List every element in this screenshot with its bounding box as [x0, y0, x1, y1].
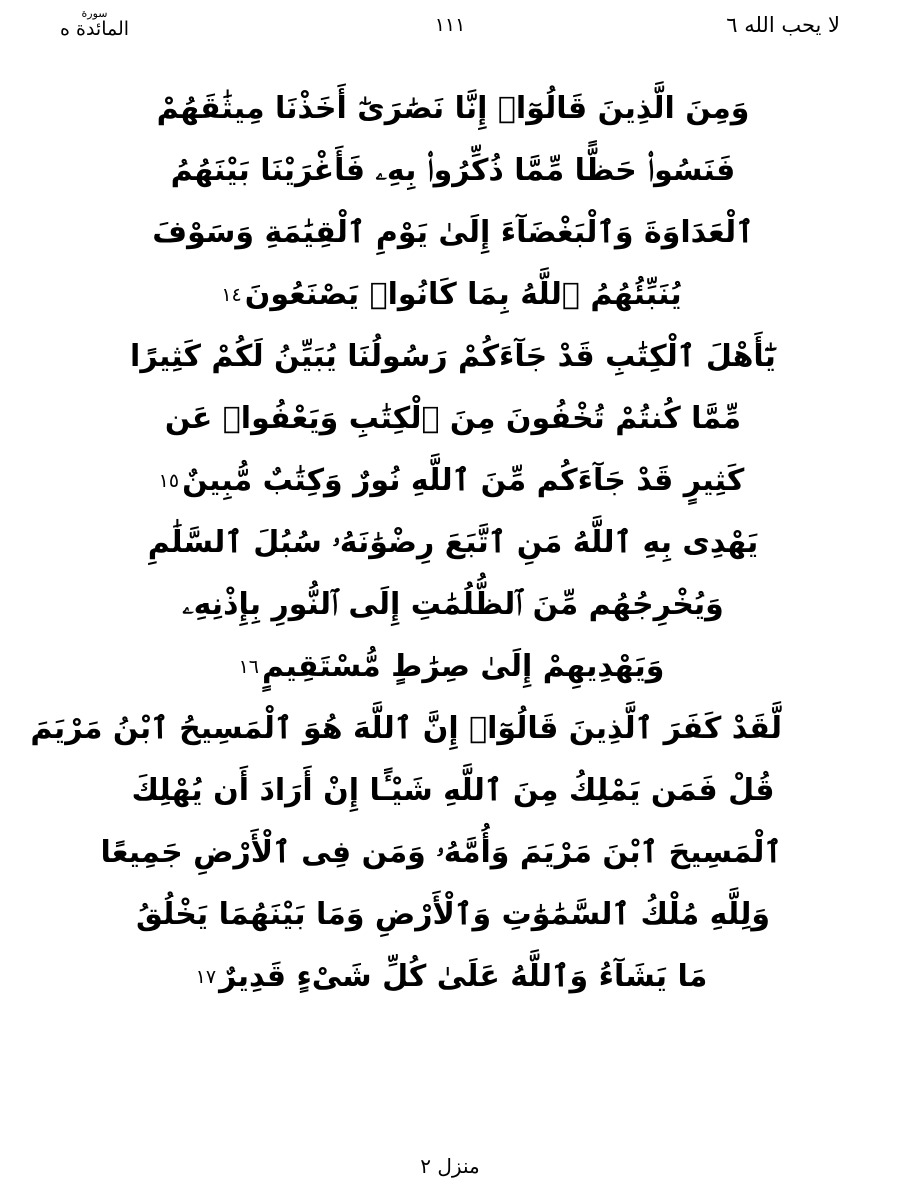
ayah-line	[30, 698, 782, 760]
ayah-line-text: وَيُخْرِجُهُم مِّنَ ٱلظُّلُمَٰتِ إِلَى ٱلنُّورِ بِإِذْنِهِۦ	[182, 587, 724, 622]
ayah-line	[118, 512, 782, 574]
ayah-number-marker: ١٧	[195, 966, 217, 988]
ayah-line-text: وَيَهْدِيهِمْ إِلَىٰ صِرَٰطٍ مُّسْتَقِيمٍ	[262, 649, 665, 684]
ayah-line-text: كَثِيرٍ قَدْ جَآءَكُم مِّنَ ٱللَّهِ نُورٌ وَكِتَٰبٌ مُّبِينٌ	[182, 463, 745, 498]
ayah-line-text: مَا يَشَآءُ وَٱللَّهُ عَلَىٰ كُلِّ شَىْءٍ قَدِيرٌ	[219, 959, 708, 994]
ayah-line	[118, 884, 782, 946]
ayah-line	[118, 78, 782, 140]
quran-text-body	[30, 78, 782, 1090]
ayah-line	[118, 264, 782, 326]
page-footer	[0, 1154, 900, 1178]
ayah-line	[100, 822, 782, 884]
ayah-line	[118, 574, 782, 636]
ayah-line-text: يُنَبِّئُهُمُ ٱللَّهُ بِمَا كَانُوا۟ يَصْنَعُونَ	[244, 277, 682, 312]
ayah-line	[118, 636, 782, 698]
ayah-number-marker: ١٦	[238, 656, 259, 678]
ayah-line-text: وَلِلَّهِ مُلْكُ ٱلسَّمَٰوَٰتِ وَٱلْأَرْضِ وَمَا بَيْنَهُمَا يَخْلُقُ	[136, 897, 770, 932]
ayah-line-text: وَمِنَ الَّذِينَ قَالُوٓا۟ إِنَّا نَصَٰرَىٰٓ أَخَذْنَا مِيثَٰقَهُمْ	[156, 91, 750, 126]
ayah-line	[118, 760, 782, 822]
ayah-line	[118, 202, 782, 264]
ayah-line-text: لَّقَدْ كَفَرَ ٱلَّذِينَ قَالُوٓا۟ إِنَّ ٱللَّهَ هُوَ ٱلْمَسِيحُ ٱبْنُ مَرْيَمَ	[30, 711, 782, 746]
manzil-label: منزل ٢	[420, 1154, 480, 1178]
ayah-line-text: قُلْ فَمَن يَمْلِكُ مِنَ ٱللَّهِ شَيْـًٔا إِنْ أَرَادَ أَن يُهْلِكَ	[131, 773, 775, 808]
header-juz-label: لا يحب الله ٦	[726, 13, 840, 37]
surah-word-label: سورة	[81, 7, 108, 20]
surah-name-label: المائدة ه	[60, 18, 130, 40]
ayah-line-text: مِّمَّا كُنتُمْ تُخْفُونَ مِنَ ٱلْكِتَٰبِ وَيَعْفُوا۟ عَن	[164, 401, 742, 436]
ayah-number-marker: ١٥	[158, 470, 180, 492]
ayah-line	[118, 388, 782, 450]
page-header	[60, 8, 840, 52]
header-surah-block	[60, 8, 129, 39]
ayah-number-marker: ١٤	[221, 284, 242, 306]
ayah-line-text: يَٰٓأَهْلَ ٱلْكِتَٰبِ قَدْ جَآءَكُمْ رَسُولُنَا يُبَيِّنُ لَكُمْ كَثِيرًا	[130, 339, 776, 374]
ayah-line	[118, 326, 782, 388]
ayah-line-text: فَنَسُوا۟ حَظًّا مِّمَّا ذُكِّرُوا۟ بِهِۦ فَأَغْرَيْنَا بَيْنَهُمُ	[170, 153, 736, 188]
ayah-line	[118, 140, 782, 202]
ayah-line-text: ٱلْعَدَاوَةَ وَٱلْبَغْضَآءَ إِلَىٰ يَوْمِ ٱلْقِيَٰمَةِ وَسَوْفَ	[152, 215, 754, 250]
ayah-line-text: ٱلْمَسِيحَ ٱبْنَ مَرْيَمَ وَأُمَّهُۥ وَمَن فِى ٱلْأَرْضِ جَمِيعًا	[100, 835, 782, 870]
ayah-line-text: يَهْدِى بِهِ ٱللَّهُ مَنِ ٱتَّبَعَ رِضْوَٰنَهُۥ سُبُلَ ٱلسَّلَٰمِ	[147, 525, 759, 560]
ayah-line	[118, 946, 782, 1008]
page-number: ١١١	[434, 14, 466, 36]
ayah-line	[118, 450, 782, 512]
